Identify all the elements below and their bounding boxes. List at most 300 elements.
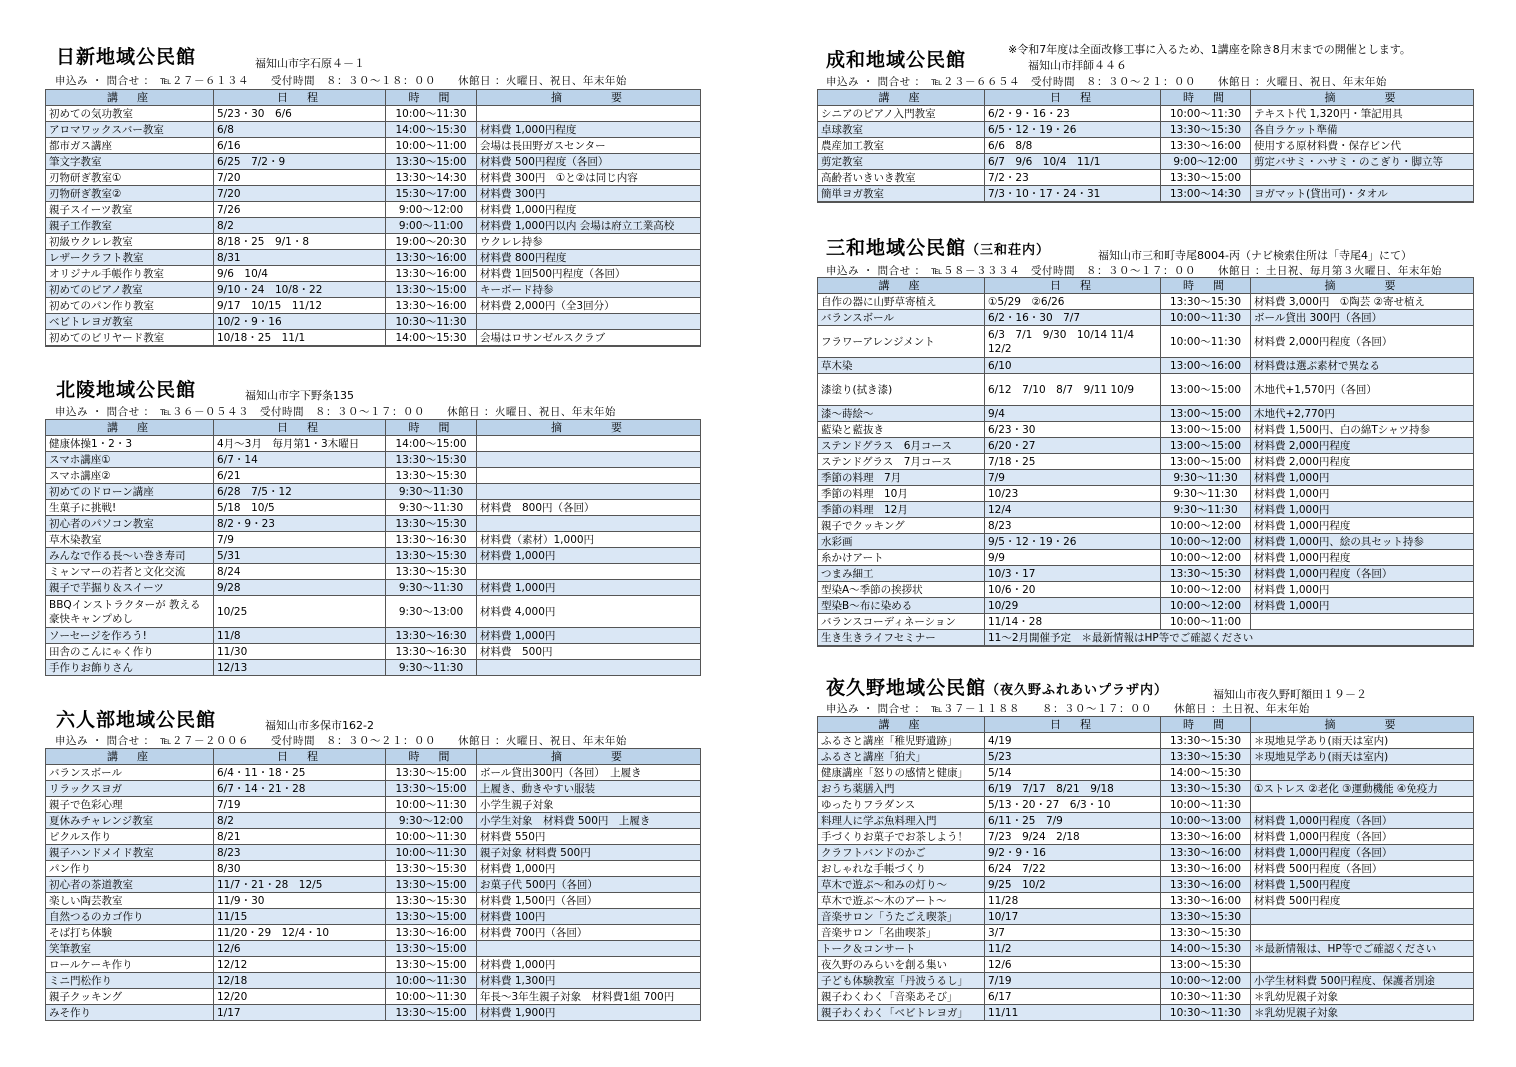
- time-cell: 10:00～11:30: [386, 106, 477, 122]
- table-row: [818, 749, 1474, 765]
- mutobe-info: 申込み ・ 問合せ ： ℡２７－２００６ 受付時間 ８：３０～２１：００ 休館日 ：火曜日、祝日、年末年始: [55, 735, 627, 747]
- table-row: [46, 282, 701, 298]
- table-row: [46, 548, 701, 564]
- time-cell: 13:30～15:30: [1161, 294, 1251, 310]
- date-cell: 6/28 7/5・12: [214, 484, 386, 500]
- header-cell: 講 座: [46, 90, 214, 106]
- table-row: [818, 422, 1474, 438]
- mutobe-table: [45, 748, 701, 1021]
- date-cell: 6/4・11・18・25: [214, 765, 386, 781]
- course-cell: 料理人に学ぶ魚料理入門: [818, 813, 985, 829]
- note-cell: 材料費 4,000円: [477, 596, 701, 628]
- seiwa-title: 成和地域公民館: [826, 49, 967, 71]
- time-cell: 13:00～14:30: [1161, 186, 1251, 203]
- course-cell: 手作りお飾りさん: [46, 660, 214, 676]
- date-cell: 8/23: [985, 518, 1161, 534]
- time-cell: 13:30～16:00: [1161, 138, 1251, 154]
- time-cell: 13:30～15:30: [386, 452, 477, 468]
- date-cell: ①5/29 ②6/26: [985, 294, 1161, 310]
- table-row: [818, 518, 1474, 534]
- table-row: [46, 941, 701, 957]
- course-cell: 糸かけアート: [818, 550, 985, 566]
- date-cell: 5/13・20・27 6/3・10: [985, 797, 1161, 813]
- time-cell: 9:30～11:30: [386, 580, 477, 596]
- time-cell: 13:30～15:30: [386, 893, 477, 909]
- date-cell: 3/7: [985, 925, 1161, 941]
- hokuryo-address: 福知山市字下野条135: [245, 389, 354, 402]
- time-cell: 13:30～15:00: [386, 1005, 477, 1021]
- note-cell: 材料費 1,000円: [477, 548, 701, 564]
- course-cell: おしゃれな手帳づくり: [818, 861, 985, 877]
- time-cell: 13:30～16:00: [386, 925, 477, 941]
- table-row: [46, 660, 701, 676]
- note-cell: 材料費 500円程度（各回）: [477, 154, 701, 170]
- time-cell: 10:30～11:30: [386, 314, 477, 330]
- note-cell: 材料費 1,000円程度: [477, 122, 701, 138]
- note-cell: 材料費は選ぶ素材で異なる: [1251, 358, 1474, 374]
- table-row: [818, 186, 1474, 203]
- course-cell: 季節の料理 10月: [818, 486, 985, 502]
- table-row: [46, 781, 701, 797]
- time-cell: 13:30～15:30: [386, 468, 477, 484]
- time-cell: 9:00～11:00: [386, 218, 477, 234]
- course-cell: アロマワックスバー教室: [46, 122, 214, 138]
- note-cell: 材料費 1,000円程度: [477, 202, 701, 218]
- time-cell: 13:30～15:30: [1161, 733, 1251, 749]
- table-row: [818, 154, 1474, 170]
- table-row: [818, 941, 1474, 957]
- course-cell: 漆塗り(拭き漆): [818, 374, 985, 406]
- hokuryo-info: 申込み ・ 問合せ ： ℡３６－０５４３ 受付時間 ８：３０～１７：００ 休館日 ：火曜日、祝日、年末年始: [55, 406, 616, 418]
- date-cell: 6/7 9/6 10/4 11/1: [985, 154, 1161, 170]
- table-row: [818, 598, 1474, 614]
- note-cell: 材料費 1,000円: [477, 861, 701, 877]
- course-cell: 初心者の茶道教室: [46, 877, 214, 893]
- course-cell: 初めてのパン作り教室: [46, 298, 214, 314]
- note-cell: ＊乳幼児親子対象: [1251, 989, 1474, 1005]
- time-cell: 13:30～15:30: [1161, 781, 1251, 797]
- nisshin-title: 日新地域公民館: [56, 46, 197, 68]
- table-row: [818, 138, 1474, 154]
- course-cell: フラワーアレンジメント: [818, 326, 985, 358]
- date-cell: 7/3・10・17・24・31: [985, 186, 1161, 203]
- date-cell: 7/19: [214, 797, 386, 813]
- date-cell: 6/2・16・30 7/7: [985, 310, 1161, 326]
- course-cell: みんなで作る長～い巻き寿司: [46, 548, 214, 564]
- table-row: [46, 186, 701, 202]
- course-cell: 夜久野のみらいを創る集い: [818, 957, 985, 973]
- time-cell: 13:30～15:00: [1161, 170, 1251, 186]
- table-row: [818, 582, 1474, 598]
- course-cell: 初めてのピアノ教室: [46, 282, 214, 298]
- course-cell: クラフトバンドのかご: [818, 845, 985, 861]
- time-cell: 10:00～11:30: [1161, 326, 1251, 358]
- date-cell: 6/7・14: [214, 452, 386, 468]
- note-cell: 小学生材料費 500円程度、保護者別途: [1251, 973, 1474, 989]
- course-cell: スマホ講座①: [46, 452, 214, 468]
- time-cell: 13:30～15:00: [386, 941, 477, 957]
- note-cell: 剪定バサミ・ハサミ・のこぎり・脚立等: [1251, 154, 1474, 170]
- course-cell: バランスコーディネーション: [818, 614, 985, 630]
- note-cell: 材料費 300円 ①と②は同じ内容: [477, 170, 701, 186]
- header-cell: 時 間: [386, 749, 477, 765]
- course-cell: 農産加工教室: [818, 138, 985, 154]
- time-cell: 9:30～11:30: [1161, 470, 1251, 486]
- course-cell: ミャンマーの若者と文化交流: [46, 564, 214, 580]
- date-cell: 10/6・20: [985, 582, 1161, 598]
- time-cell: 13:30～16:00: [1161, 861, 1251, 877]
- date-cell: 6/25 7/2・9: [214, 154, 386, 170]
- table-row: [818, 534, 1474, 550]
- header-cell: 講 座: [818, 717, 985, 733]
- date-cell: 5/18 10/5: [214, 500, 386, 516]
- date-cell: 8/18・25 9/1・8: [214, 234, 386, 250]
- course-cell: 親子スイーツ教室: [46, 202, 214, 218]
- time-cell: 13:30～15:00: [386, 957, 477, 973]
- course-cell: 親子ハンドメイド教室: [46, 845, 214, 861]
- note-cell: 材料費 1,500円（各回）: [477, 893, 701, 909]
- table-row: [46, 564, 701, 580]
- table-header: [818, 278, 1474, 294]
- table-row: [818, 170, 1474, 186]
- time-cell: 9:30～11:30: [386, 484, 477, 500]
- note-cell: 材料費 500円程度（各回）: [1251, 861, 1474, 877]
- table-row: [818, 765, 1474, 781]
- time-cell: 13:30～16:00: [1161, 845, 1251, 861]
- time-cell: 9:30～11:30: [1161, 502, 1251, 518]
- course-cell: 自作の器に山野草寄植え: [818, 294, 985, 310]
- table-row: [46, 580, 701, 596]
- date-cell: 5/23・30 6/6: [214, 106, 386, 122]
- note-cell: [1251, 957, 1474, 973]
- table-row: [818, 630, 1474, 647]
- time-cell: 10:00～13:00: [1161, 813, 1251, 829]
- table-row: [46, 138, 701, 154]
- time-cell: 13:30～15:00: [386, 282, 477, 298]
- date-cell: 6/7・14・21・28: [214, 781, 386, 797]
- course-cell: 季節の料理 12月: [818, 502, 985, 518]
- table-row: [46, 925, 701, 941]
- course-cell: ロールケーキ作り: [46, 957, 214, 973]
- course-cell: 初めての気功教室: [46, 106, 214, 122]
- table-row: [818, 106, 1474, 122]
- time-cell: 9:30～11:30: [386, 660, 477, 676]
- seiwa-table: [817, 89, 1474, 203]
- time-cell: 9:30～11:30: [386, 500, 477, 516]
- time-cell: 10:00～11:30: [386, 797, 477, 813]
- note-cell: 材料費 2,000円程度（各回）: [1251, 326, 1474, 358]
- table-row: [46, 516, 701, 532]
- course-cell: 草木で遊ぶ～和みの灯り～: [818, 877, 985, 893]
- date-cell: 9/9: [985, 550, 1161, 566]
- time-cell: 10:30～11:30: [1161, 989, 1251, 1005]
- time-cell: 15:30～17:00: [386, 186, 477, 202]
- header-cell: 日 程: [214, 90, 386, 106]
- table-header: [818, 90, 1474, 106]
- date-cell: 5/14: [985, 765, 1161, 781]
- table-row: [46, 314, 701, 330]
- time-cell: 14:00～15:30: [1161, 941, 1251, 957]
- note-cell: お菓子代 500円（各回）: [477, 877, 701, 893]
- course-cell: ゆったりフラダンス: [818, 797, 985, 813]
- table-row: [46, 122, 701, 138]
- note-cell: [1251, 797, 1474, 813]
- course-cell: 刃物研ぎ教室②: [46, 186, 214, 202]
- mutobe-title: 六人部地域公民館: [56, 709, 217, 731]
- table-row: [46, 957, 701, 973]
- course-cell: ピクルス作り: [46, 829, 214, 845]
- table-row: [818, 454, 1474, 470]
- time-cell: 13:30～16:00: [386, 250, 477, 266]
- time-cell: 13:30～15:00: [386, 909, 477, 925]
- header-cell: 摘 要: [1251, 90, 1474, 106]
- note-cell: 材料費 3,000円 ①陶芸 ②寄せ植え: [1251, 294, 1474, 310]
- header-cell: 講 座: [818, 90, 985, 106]
- course-cell: 卓球教室: [818, 122, 985, 138]
- course-cell: リラックスヨガ: [46, 781, 214, 797]
- table-row: [46, 829, 701, 845]
- date-cell: 6/23・30: [985, 422, 1161, 438]
- header-cell: 時 間: [1161, 278, 1251, 294]
- table-row: [46, 298, 701, 314]
- time-cell: 13:00～15:00: [1161, 406, 1251, 422]
- table-row: [818, 925, 1474, 941]
- note-cell: 材料費 1,500円、白の綿Tシャツ持参: [1251, 422, 1474, 438]
- table-row: [818, 470, 1474, 486]
- date-cell: 6/24 7/22: [985, 861, 1161, 877]
- table-row: [46, 797, 701, 813]
- sanwa-address: 福知山市三和町寺尾8004-丙（ナビ検索住所は「寺尾4」にて）: [1098, 249, 1412, 262]
- course-cell: ふるさと講座「稚児野遺跡」: [818, 733, 985, 749]
- course-cell: 高齢者いきいき教室: [818, 170, 985, 186]
- time-cell: 13:00～15:00: [1161, 374, 1251, 406]
- date-cell: 12/18: [214, 973, 386, 989]
- note-cell: 木地代+2,770円: [1251, 406, 1474, 422]
- table-row: [46, 202, 701, 218]
- note-cell: 上履き、動きやすい服装: [477, 781, 701, 797]
- course-cell: 藍染と藍抜き: [818, 422, 985, 438]
- note-cell: ボール貸出300円（各回） 上履き: [477, 765, 701, 781]
- course-cell: 親子わくわく「ベビトレヨガ」: [818, 1005, 985, 1021]
- course-cell: 季節の料理 7月: [818, 470, 985, 486]
- note-cell: 材料費 1,300円: [477, 973, 701, 989]
- header-cell: 日 程: [985, 90, 1161, 106]
- table-row: [46, 1005, 701, 1021]
- note-cell: [477, 468, 701, 484]
- date-cell: 8/24: [214, 564, 386, 580]
- yakuno-title: 夜久野地域公民館: [826, 677, 987, 699]
- time-cell: 10:00～12:00: [1161, 518, 1251, 534]
- course-cell: オリジナル手帳作り教室: [46, 266, 214, 282]
- time-cell: 10:00～11:30: [386, 989, 477, 1005]
- date-cell: 11/15: [214, 909, 386, 925]
- time-cell: 19:00～20:30: [386, 234, 477, 250]
- time-cell: 13:30～15:30: [386, 564, 477, 580]
- course-cell: 夏休みチャレンジ教室: [46, 813, 214, 829]
- date-cell: 11/8: [214, 628, 386, 644]
- nisshin-address: 福知山市字石原４－１: [255, 57, 365, 70]
- header-cell: 摘 要: [477, 90, 701, 106]
- table-row: [46, 250, 701, 266]
- table-row: [818, 909, 1474, 925]
- header-cell: 講 座: [46, 749, 214, 765]
- course-cell: 草木で遊ぶ～木のアート～: [818, 893, 985, 909]
- course-cell: 親子クッキング: [46, 989, 214, 1005]
- course-cell: つまみ細工: [818, 566, 985, 582]
- course-cell: 都市ガス講座: [46, 138, 214, 154]
- header-cell: 時 間: [386, 90, 477, 106]
- date-cell: 8/30: [214, 861, 386, 877]
- time-cell: 10:30～11:30: [1161, 1005, 1251, 1021]
- table-row: [818, 973, 1474, 989]
- time-cell: 13:30～15:30: [1161, 749, 1251, 765]
- note-cell: 材料費 500円程度: [1251, 893, 1474, 909]
- course-cell: おうち薬膳入門: [818, 781, 985, 797]
- time-cell: 13:30～15:00: [386, 765, 477, 781]
- note-cell: 材料費 1,000円: [477, 580, 701, 596]
- header-cell: 講 座: [818, 278, 985, 294]
- note-cell: ＊乳幼児親子対象: [1251, 1005, 1474, 1021]
- course-cell: 親子で色彩心理: [46, 797, 214, 813]
- course-cell: ふるさと講座「狛犬」: [818, 749, 985, 765]
- table-row: [818, 374, 1474, 406]
- time-cell: 13:30～15:30: [386, 516, 477, 532]
- course-cell: 初めてのビリヤード教室: [46, 330, 214, 347]
- date-cell: 6/8: [214, 122, 386, 138]
- note-cell: 材料費 1,000円以内 会場は府立工業高校: [477, 218, 701, 234]
- note-cell: [1251, 925, 1474, 941]
- time-cell: 10:00～11:00: [386, 138, 477, 154]
- date-cell: 9/28: [214, 580, 386, 596]
- table-row: [46, 877, 701, 893]
- table-row: [46, 989, 701, 1005]
- date-cell: 6/21: [214, 468, 386, 484]
- date-cell: 10/23: [985, 486, 1161, 502]
- note-cell: 材料費 1,000円: [1251, 486, 1474, 502]
- date-cell: 10/25: [214, 596, 386, 628]
- date-cell: 11/30: [214, 644, 386, 660]
- note-cell: 材料費 1,000円、絵の具セット持参: [1251, 534, 1474, 550]
- note-cell: 小学生親子対象: [477, 797, 701, 813]
- note-cell: 11～2月開催予定 ＊最新情報はHP等でご確認ください: [985, 630, 1474, 647]
- date-cell: 9/25 10/2: [985, 877, 1161, 893]
- date-cell: 7/9: [214, 532, 386, 548]
- time-cell: 10:00～11:30: [1161, 310, 1251, 326]
- header-cell: 日 程: [214, 749, 386, 765]
- date-cell: 7/2・23: [985, 170, 1161, 186]
- note-cell: 材料費 1,000円程度: [1251, 550, 1474, 566]
- date-cell: 7/26: [214, 202, 386, 218]
- time-cell: 14:00～15:30: [386, 122, 477, 138]
- time-cell: 13:30～15:00: [386, 877, 477, 893]
- table-row: [818, 861, 1474, 877]
- course-cell: 型染A～季節の挨拶状: [818, 582, 985, 598]
- note-cell: 材料費 550円: [477, 829, 701, 845]
- date-cell: 6/19 7/17 8/21 9/18: [985, 781, 1161, 797]
- table-row: [818, 829, 1474, 845]
- date-cell: 6/5・12・19・26: [985, 122, 1161, 138]
- course-cell: ソーセージを作ろう!: [46, 628, 214, 644]
- table-row: [46, 468, 701, 484]
- note-cell: 材料費 1,000円: [1251, 470, 1474, 486]
- hokuryo-title: 北陵地域公民館: [56, 379, 197, 401]
- nisshin-info: 申込み ・ 問合せ ： ℡２７－６１３４ 受付時間 ８：３０～１８：００ 休館日 ：火曜日、祝日、年末年始: [55, 75, 627, 87]
- date-cell: 6/3 7/1 9/30 10/14 11/4 12/2: [985, 326, 1161, 358]
- course-cell: 筆文字教室: [46, 154, 214, 170]
- time-cell: 10:00～12:00: [1161, 598, 1251, 614]
- course-cell: 笑筆教室: [46, 941, 214, 957]
- date-cell: 11/20・29 12/4・10: [214, 925, 386, 941]
- table-row: [818, 957, 1474, 973]
- sanwa-info: 申込み ・ 問合せ ： ℡５８－３３３４ 受付時間 ８：３０～１７：００ 休館日 ：土日祝、毎月第３火曜日、年末年始: [826, 265, 1442, 277]
- course-cell: 楽しい陶芸教室: [46, 893, 214, 909]
- course-cell: 漆～蒔絵～: [818, 406, 985, 422]
- table-row: [46, 170, 701, 186]
- date-cell: 4/19: [985, 733, 1161, 749]
- note-cell: 材料費 1,000円: [1251, 502, 1474, 518]
- table-row: [46, 596, 701, 628]
- date-cell: 10/3・17: [985, 566, 1161, 582]
- table-row: [818, 358, 1474, 374]
- date-cell: 11/7・21・28 12/5: [214, 877, 386, 893]
- date-cell: 7/9: [985, 470, 1161, 486]
- time-cell: 13:30～15:00: [386, 781, 477, 797]
- table-row: [46, 628, 701, 644]
- note-cell: 材料費 2,000円程度: [1251, 454, 1474, 470]
- note-cell: 材料費 1,900円: [477, 1005, 701, 1021]
- time-cell: 14:00～15:30: [1161, 765, 1251, 781]
- date-cell: 8/23: [214, 845, 386, 861]
- note-cell: ＊現地見学あり(雨天は室内): [1251, 749, 1474, 765]
- course-cell: トーク＆コンサート: [818, 941, 985, 957]
- yakuno-address: 福知山市夜久野町額田１９－２: [1213, 688, 1367, 701]
- time-cell: 13:30～16:00: [386, 298, 477, 314]
- note-cell: 材料費 1,000円程度（各回）: [1251, 813, 1474, 829]
- table-row: [818, 438, 1474, 454]
- note-cell: 材料費 100円: [477, 909, 701, 925]
- table-row: [818, 733, 1474, 749]
- note-cell: 材料費 1,500円程度: [1251, 877, 1474, 893]
- time-cell: 9:30～11:30: [1161, 486, 1251, 502]
- time-cell: 13:30～16:30: [386, 532, 477, 548]
- time-cell: 13:30～14:30: [386, 170, 477, 186]
- table-row: [818, 310, 1474, 326]
- date-cell: 6/10: [985, 358, 1161, 374]
- date-cell: 10/17: [985, 909, 1161, 925]
- note-cell: 材料費 1,000円: [1251, 598, 1474, 614]
- note-cell: 材料費 1,000円程度（各回）: [1251, 829, 1474, 845]
- note-cell: 材料費 800円程度: [477, 250, 701, 266]
- date-cell: 1/17: [214, 1005, 386, 1021]
- note-cell: 材料費 1,000円: [1251, 582, 1474, 598]
- note-cell: [477, 452, 701, 468]
- date-cell: 8/2・9・23: [214, 516, 386, 532]
- date-cell: 10/29: [985, 598, 1161, 614]
- time-cell: 13:30～16:30: [386, 644, 477, 660]
- table-row: [818, 845, 1474, 861]
- time-cell: 10:00～12:00: [1161, 550, 1251, 566]
- date-cell: 9/10・24 10/8・22: [214, 282, 386, 298]
- note-cell: ウクレレ持参: [477, 234, 701, 250]
- course-cell: ステンドグラス 7月コース: [818, 454, 985, 470]
- date-cell: 6/6 8/8: [985, 138, 1161, 154]
- time-cell: 13:30～15:30: [1161, 925, 1251, 941]
- course-cell: レザークラフト教室: [46, 250, 214, 266]
- header-cell: 日 程: [214, 420, 386, 436]
- table-row: [46, 266, 701, 282]
- note-cell: 材料費 1,000円程度: [1251, 518, 1474, 534]
- table-row: [46, 845, 701, 861]
